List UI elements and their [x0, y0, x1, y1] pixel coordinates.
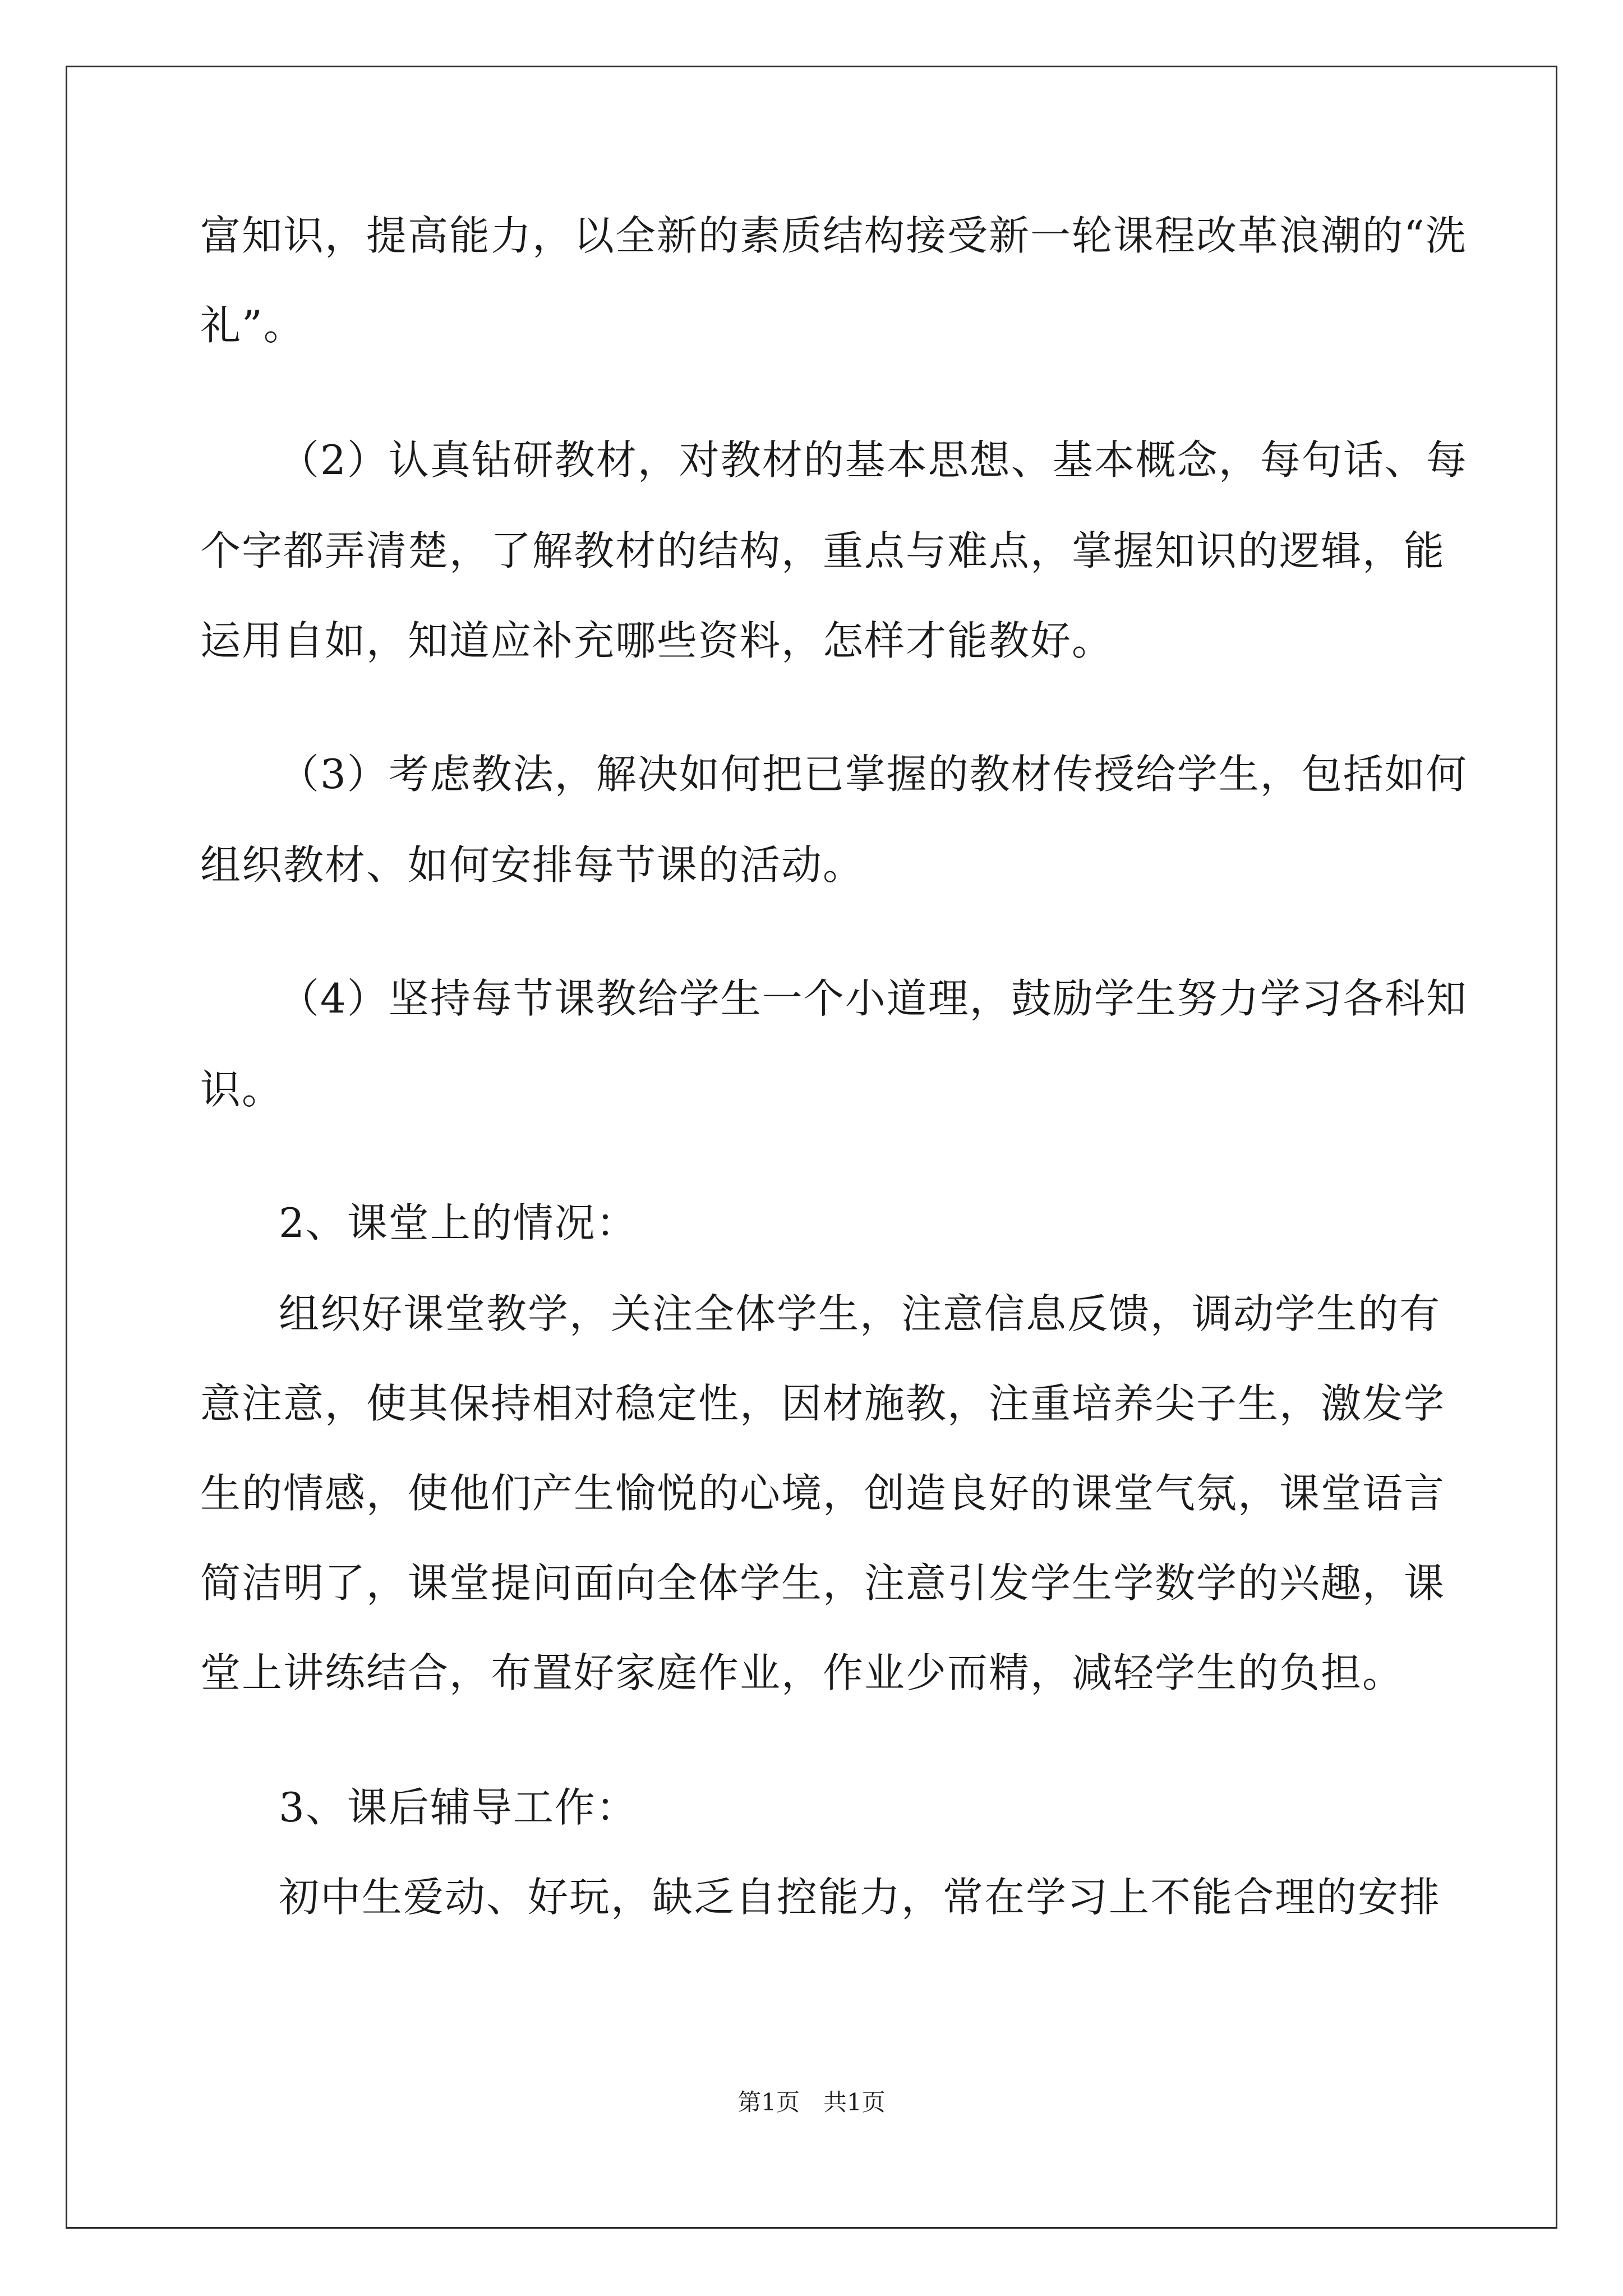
paragraph-first-line: （2）认真钻研教材，对教材的基本思想、基本概念，每句话、每	[279, 436, 1468, 484]
text-line: 富知识，提高能力，以全新的素质结构接受新一轮课程改革浪潮的“洗	[200, 212, 1467, 259]
text-line: 个字都弄清楚，了解教材的结构，重点与难点，掌握知识的逻辑，能	[200, 527, 1446, 574]
text-line: 识。	[200, 1066, 284, 1113]
paragraph-first-line: （4）坚持每节课教给学生一个小道理，鼓励学生努力学习各科知	[279, 975, 1468, 1022]
text-line: 堂上讲练结合，布置好家庭作业，作业少而精，减轻学生的负担。	[200, 1649, 1404, 1696]
text-line: 运用自如，知道应补充哪些资料，怎样才能教好。	[200, 617, 1114, 664]
text-line: 生的情感，使他们产生愉悦的心境，创造良好的课堂气氛，课堂语言	[200, 1470, 1446, 1517]
page-footer: 第1页 共1页	[737, 2088, 886, 2116]
text-line: 意注意，使其保持相对稳定性，因材施教，注重培养尖子生，激发学	[200, 1380, 1446, 1427]
text-line: 简洁明了，课堂提问面向全体学生，注意引发学生学数学的兴趣，课	[200, 1559, 1446, 1607]
section-heading: 2、课堂上的情况：	[279, 1199, 638, 1246]
paragraph-first-line: （3）考虑教法，解决如何把已掌握的教材传授给学生，包括如何	[279, 751, 1468, 798]
paragraph-first-line: 初中生爱动、好玩，缺乏自控能力，常在学习上不能合理的安排	[279, 1874, 1441, 1921]
paragraph-first-line: 组织好课堂教学，关注全体学生，注意信息反馈，调动学生的有	[279, 1290, 1441, 1337]
text-line: 组织教材、如何安排每节课的活动。	[200, 841, 865, 889]
text-line: 礼”。	[200, 302, 305, 349]
section-heading: 3、课后辅导工作：	[279, 1784, 638, 1831]
